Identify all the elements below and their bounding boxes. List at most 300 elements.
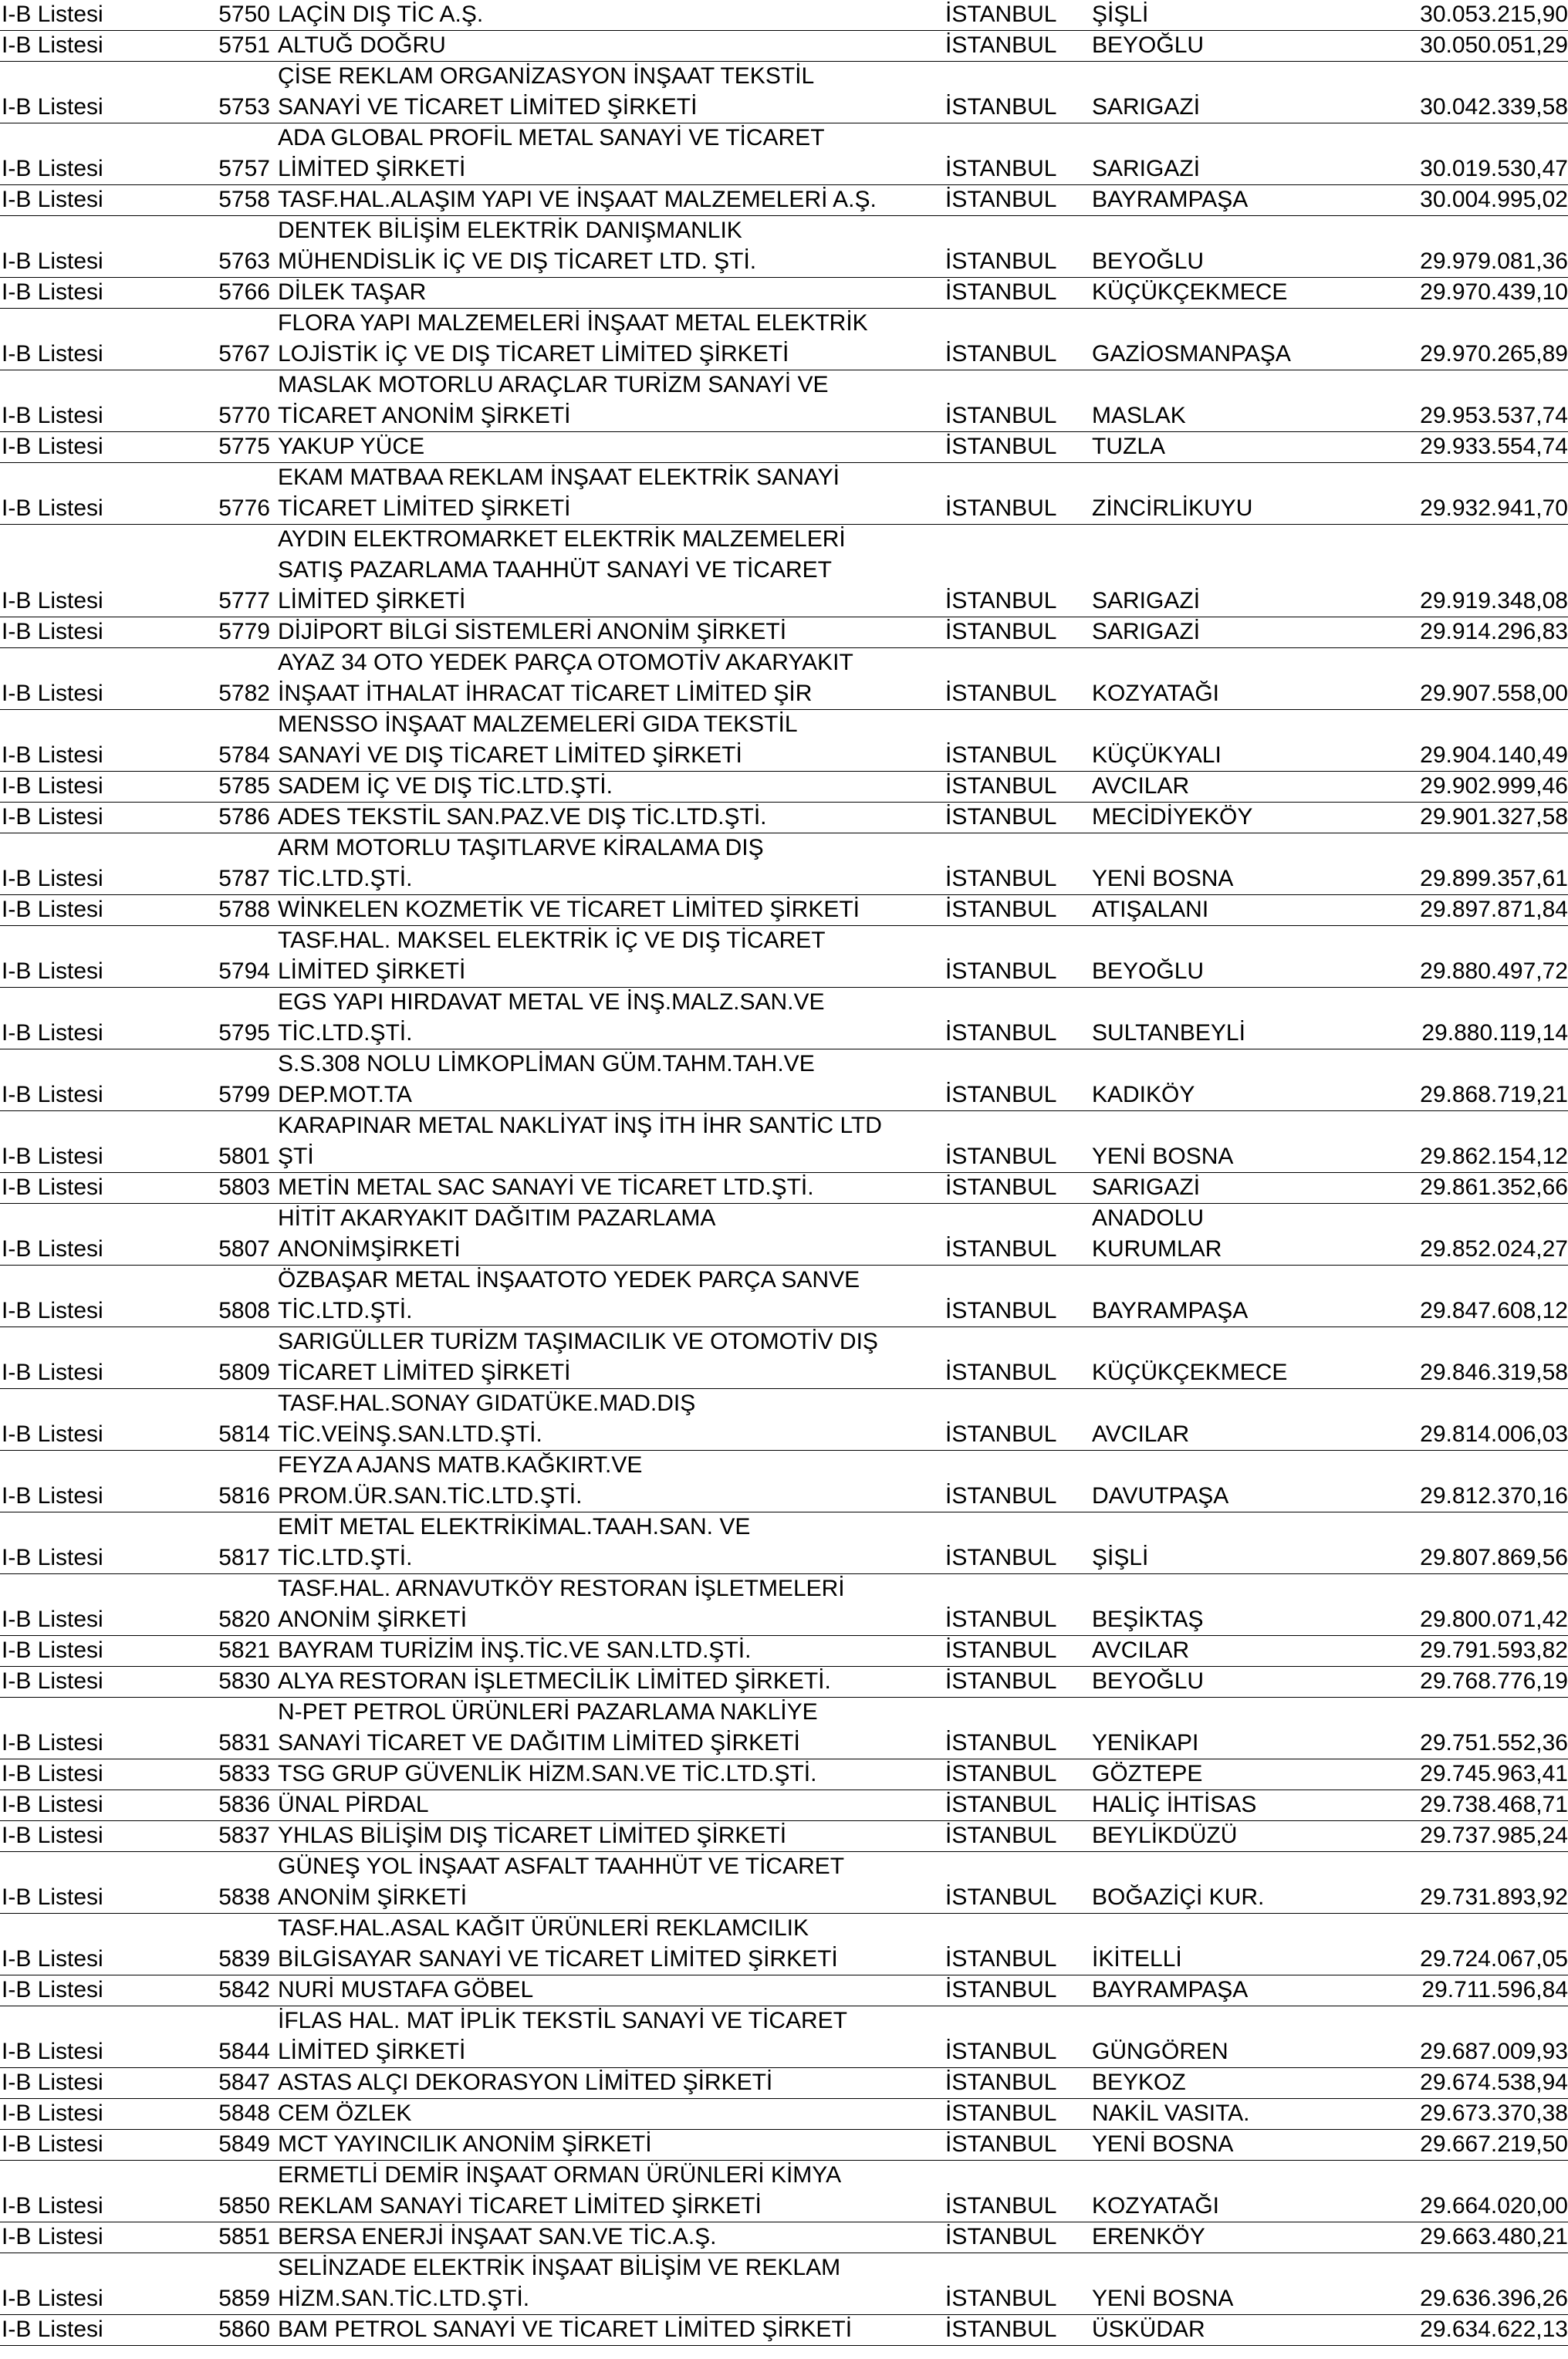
company-name-cell: EGS YAPI HIRDAVAT METAL VE İNŞ.MALZ.SAN.VE TİC.LTD.ŞTİ.	[278, 989, 825, 1046]
record-number-cell: 5837	[218, 1823, 270, 1848]
table-row	[0, 2068, 1568, 2099]
list-name-cell: I-B Listesi	[2, 156, 103, 181]
city-cell: İSTANBUL	[945, 2224, 1057, 2249]
table-row	[0, 2315, 1568, 2346]
amount-cell: 30.004.995,02	[1420, 187, 1568, 212]
table-row	[0, 1821, 1568, 1852]
table-row	[0, 463, 1568, 525]
record-number-cell: 5830	[218, 1668, 270, 1694]
company-name-cell: CEM ÖZLEK	[278, 2100, 412, 2126]
amount-cell: 29.868.719,21	[1420, 1082, 1568, 1107]
city-cell: İSTANBUL	[945, 1977, 1057, 2002]
city-cell: İSTANBUL	[945, 2039, 1057, 2064]
table-row	[0, 278, 1568, 309]
record-number-cell: 5767	[218, 341, 270, 367]
record-number-cell: 5816	[218, 1483, 270, 1509]
amount-cell: 29.800.071,42	[1420, 1607, 1568, 1632]
amount-cell: 29.812.370,16	[1420, 1483, 1568, 1509]
table-row	[0, 1574, 1568, 1636]
table-row	[0, 1049, 1568, 1111]
district-cell: ŞİŞLİ	[1092, 2, 1149, 27]
list-name-cell: I-B Listesi	[2, 2317, 103, 2342]
list-name-cell: I-B Listesi	[2, 1144, 103, 1169]
city-cell: İSTANBUL	[945, 742, 1057, 768]
city-cell: İSTANBUL	[945, 804, 1057, 830]
list-name-cell: I-B Listesi	[2, 619, 103, 644]
district-cell: AVCILAR	[1092, 773, 1190, 799]
table-row	[0, 1204, 1568, 1266]
record-number-cell: 5784	[218, 742, 270, 768]
record-number-cell: 5860	[218, 2317, 270, 2342]
district-cell: BEYLİKDÜZÜ	[1092, 1823, 1238, 1848]
amount-cell: 29.932.941,70	[1420, 495, 1568, 521]
list-name-cell: I-B Listesi	[2, 1082, 103, 1107]
list-name-cell: I-B Listesi	[2, 2039, 103, 2064]
record-number-cell: 5807	[218, 1236, 270, 1262]
list-name-cell: I-B Listesi	[2, 742, 103, 768]
record-number-cell: 5831	[218, 1730, 270, 1756]
district-cell: SARIGAZİ	[1092, 1174, 1201, 1200]
amount-cell: 29.914.296,83	[1420, 619, 1568, 644]
table-row	[0, 926, 1568, 988]
list-name-cell: I-B Listesi	[2, 1545, 103, 1570]
amount-cell: 29.664.020,00	[1420, 2193, 1568, 2219]
amount-cell: 29.673.370,38	[1420, 2100, 1568, 2126]
table-row	[0, 1327, 1568, 1389]
list-name-cell: I-B Listesi	[2, 495, 103, 521]
district-cell: BEYKOZ	[1092, 2070, 1186, 2095]
district-cell: BEYOĞLU	[1092, 1668, 1205, 1694]
company-name-cell: FEYZA AJANS MATB.KAĞKIRT.VE PROM.ÜR.SAN.TİC.LTD.ŞTİ.	[278, 1452, 643, 1509]
district-cell: SARIGAZİ	[1092, 588, 1201, 613]
record-number-cell: 5776	[218, 495, 270, 521]
district-cell: SULTANBEYLİ	[1092, 1020, 1245, 1046]
company-name-cell: BERSA ENERJİ İNŞAAT SAN.VE TİC.A.Ş.	[278, 2224, 717, 2249]
table-row	[0, 1389, 1568, 1451]
company-name-cell: HİTİT AKARYAKIT DAĞITIM PAZARLAMA ANONİMŞİRKETİ	[278, 1205, 716, 1262]
company-name-cell: ADES TEKSTİL SAN.PAZ.VE DIŞ TİC.LTD.ŞTİ.	[278, 804, 767, 830]
company-name-cell: N-PET PETROL ÜRÜNLERİ PAZARLAMA NAKLİYE SANAYİ TİCARET VE DAĞITIM LİMİTED ŞİRKETİ	[278, 1699, 818, 1756]
record-number-cell: 5849	[218, 2131, 270, 2157]
company-name-cell: BAYRAM TURİZİM İNŞ.TİC.VE SAN.LTD.ŞTİ.	[278, 1637, 752, 1663]
amount-cell: 29.852.024,27	[1420, 1236, 1568, 1262]
company-name-cell: FLORA YAPI MALZEMELERİ İNŞAAT METAL ELEKTRİK LOJİSTİK İÇ VE DIŞ TİCARET LİMİTED ŞİRKETİ	[278, 310, 868, 367]
city-cell: İSTANBUL	[945, 1792, 1057, 1817]
company-name-cell: ÜNAL PİRDAL	[278, 1792, 429, 1817]
city-cell: İSTANBUL	[945, 1020, 1057, 1046]
amount-cell: 29.737.985,24	[1420, 1823, 1568, 1848]
city-cell: İSTANBUL	[945, 248, 1057, 274]
city-cell: İSTANBUL	[945, 495, 1057, 521]
table-row	[0, 2130, 1568, 2161]
company-name-cell: ASTAS ALÇI DEKORASYON LİMİTED ŞİRKETİ	[278, 2070, 773, 2095]
company-name-cell: SARIGÜLLER TURİZM TAŞIMACILIK VE OTOMOTİV DIŞ TİCARET LİMİTED ŞİRKETİ	[278, 1329, 878, 1385]
table-row	[0, 710, 1568, 772]
list-name-cell: I-B Listesi	[2, 2286, 103, 2311]
company-name-cell: ADA GLOBAL PROFİL METAL SANAYİ VE TİCARET LİMİTED ŞİRKETİ	[278, 125, 825, 181]
city-cell: İSTANBUL	[945, 1545, 1057, 1570]
company-name-cell: SELİNZADE ELEKTRİK İNŞAAT BİLİŞİM VE REKLAM HİZM.SAN.TİC.LTD.ŞTİ.	[278, 2255, 841, 2311]
company-name-cell: AYAZ 34 OTO YEDEK PARÇA OTOMOTİV AKARYAKIT İNŞAAT İTHALAT İHRACAT TİCARET LİMİTED ŞİR	[278, 650, 853, 706]
amount-cell: 30.019.530,47	[1420, 156, 1568, 181]
city-cell: İSTANBUL	[945, 2, 1057, 27]
table-row	[0, 1512, 1568, 1574]
amount-cell: 29.880.119,14	[1421, 1020, 1568, 1046]
list-name-cell: I-B Listesi	[2, 1823, 103, 1848]
table-row	[0, 1636, 1568, 1667]
record-number-cell: 5757	[218, 156, 270, 181]
record-number-cell: 5763	[218, 248, 270, 274]
district-cell: BEŞİKTAŞ	[1092, 1607, 1204, 1632]
amount-cell: 30.053.215,90	[1420, 2, 1568, 27]
amount-cell: 29.674.538,94	[1420, 2070, 1568, 2095]
city-cell: İSTANBUL	[945, 958, 1057, 984]
district-cell: MASLAK	[1092, 403, 1186, 428]
list-name-cell: I-B Listesi	[2, 2, 103, 27]
city-cell: İSTANBUL	[945, 434, 1057, 459]
company-name-cell: DİJİPORT BİLGİ SİSTEMLERİ ANONİM ŞİRKETİ	[278, 619, 787, 644]
amount-cell: 29.814.006,03	[1420, 1421, 1568, 1447]
record-number-cell: 5801	[218, 1144, 270, 1169]
table-row	[0, 2222, 1568, 2253]
amount-cell: 29.979.081,36	[1420, 248, 1568, 274]
city-cell: İSTANBUL	[945, 2286, 1057, 2311]
city-cell: İSTANBUL	[945, 187, 1057, 212]
record-number-cell: 5820	[218, 1607, 270, 1632]
amount-cell: 29.899.357,61	[1420, 866, 1568, 891]
table-row	[0, 432, 1568, 463]
table-row	[0, 2161, 1568, 2222]
list-name-cell: I-B Listesi	[2, 588, 103, 613]
list-name-cell: I-B Listesi	[2, 341, 103, 367]
record-number-cell: 5836	[218, 1792, 270, 1817]
city-cell: İSTANBUL	[945, 1236, 1057, 1262]
city-cell: İSTANBUL	[945, 2070, 1057, 2095]
amount-cell: 29.724.067,05	[1420, 1946, 1568, 1972]
amount-cell: 29.904.140,49	[1420, 742, 1568, 768]
district-cell: BAYRAMPAŞA	[1092, 1977, 1249, 2002]
amount-cell: 29.970.265,89	[1420, 341, 1568, 367]
record-number-cell: 5786	[218, 804, 270, 830]
table-row	[0, 62, 1568, 123]
district-cell: AVCILAR	[1092, 1421, 1190, 1447]
record-number-cell: 5794	[218, 958, 270, 984]
city-cell: İSTANBUL	[945, 1884, 1057, 1910]
district-cell: MECİDİYEKÖY	[1092, 804, 1253, 830]
list-name-cell: I-B Listesi	[2, 1020, 103, 1046]
district-cell: KOZYATAĞI	[1092, 681, 1220, 706]
table-row	[0, 1914, 1568, 1975]
district-cell: GAZİOSMANPAŞA	[1092, 341, 1291, 367]
amount-cell: 29.731.893,92	[1420, 1884, 1568, 1910]
city-cell: İSTANBUL	[945, 866, 1057, 891]
company-name-cell: DENTEK BİLİŞİM ELEKTRİK DANIŞMANLIK MÜHENDİSLİK İÇ VE DIŞ TİCARET LTD. ŞTİ.	[278, 218, 757, 274]
list-name-cell: I-B Listesi	[2, 434, 103, 459]
table-row	[0, 1790, 1568, 1821]
amount-cell: 29.807.869,56	[1420, 1545, 1568, 1570]
table-row	[0, 1266, 1568, 1327]
table-row	[0, 123, 1568, 185]
district-cell: ATIŞALANI	[1092, 897, 1209, 922]
amount-cell: 30.042.339,58	[1420, 94, 1568, 120]
record-number-cell: 5775	[218, 434, 270, 459]
amount-cell: 29.711.596,84	[1421, 1977, 1568, 2002]
amount-cell: 29.738.468,71	[1420, 1792, 1568, 1817]
company-name-cell: ÖZBAŞAR METAL İNŞAATOTO YEDEK PARÇA SANVE TİC.LTD.ŞTİ.	[278, 1267, 860, 1323]
amount-cell: 29.847.608,12	[1420, 1298, 1568, 1323]
list-name-cell: I-B Listesi	[2, 1730, 103, 1756]
company-name-cell: İFLAS HAL. MAT İPLİK TEKSTİL SANAYİ VE TİCARET LİMİTED ŞİRKETİ	[278, 2008, 848, 2064]
amount-cell: 29.663.480,21	[1420, 2224, 1568, 2249]
list-name-cell: I-B Listesi	[2, 2224, 103, 2249]
district-cell: BEYOĞLU	[1092, 958, 1205, 984]
city-cell: İSTANBUL	[945, 1483, 1057, 1509]
record-number-cell: 5814	[218, 1421, 270, 1447]
company-name-cell: YHLAS BİLİŞİM DIŞ TİCARET LİMİTED ŞİRKETİ	[278, 1823, 787, 1848]
amount-cell: 29.897.871,84	[1420, 897, 1568, 922]
list-name-cell: I-B Listesi	[2, 1946, 103, 1972]
company-name-cell: TSG GRUP GÜVENLİK HİZM.SAN.VE TİC.LTD.ŞTİ.	[278, 1761, 817, 1786]
city-cell: İSTANBUL	[945, 1607, 1057, 1632]
record-number-cell: 5851	[218, 2224, 270, 2249]
city-cell: İSTANBUL	[945, 2317, 1057, 2342]
city-cell: İSTANBUL	[945, 1421, 1057, 1447]
record-number-cell: 5766	[218, 279, 270, 305]
table-row	[0, 1852, 1568, 1914]
city-cell: İSTANBUL	[945, 588, 1057, 613]
list-name-cell: I-B Listesi	[2, 866, 103, 891]
record-number-cell: 5809	[218, 1360, 270, 1385]
record-number-cell: 5833	[218, 1761, 270, 1786]
amount-cell: 29.933.554,74	[1420, 434, 1568, 459]
district-cell: ÜSKÜDAR	[1092, 2317, 1205, 2342]
table-row	[0, 2099, 1568, 2130]
list-name-cell: I-B Listesi	[2, 279, 103, 305]
list-name-cell: I-B Listesi	[2, 2100, 103, 2126]
city-cell: İSTANBUL	[945, 1637, 1057, 1663]
company-name-cell: MCT YAYINCILIK ANONİM ŞİRKETİ	[278, 2131, 652, 2157]
table-row	[0, 1759, 1568, 1790]
city-cell: İSTANBUL	[945, 681, 1057, 706]
district-cell: YENİ BOSNA	[1092, 1144, 1234, 1169]
list-name-cell: I-B Listesi	[2, 1668, 103, 1694]
city-cell: İSTANBUL	[945, 1174, 1057, 1200]
amount-cell: 29.862.154,12	[1420, 1144, 1568, 1169]
list-name-cell: I-B Listesi	[2, 2070, 103, 2095]
district-cell: ZİNCİRLİKUYU	[1092, 495, 1253, 521]
company-name-cell: ARM MOTORLU TAŞITLARVE KİRALAMA DIŞ TİC.LTD.ŞTİ.	[278, 835, 764, 891]
table-row	[0, 895, 1568, 926]
list-name-cell: I-B Listesi	[2, 248, 103, 274]
record-number-cell: 5839	[218, 1946, 270, 1972]
company-name-cell: EKAM MATBAA REKLAM İNŞAAT ELEKTRİK SANAYİ TİCARET LİMİTED ŞİRKETİ	[278, 465, 840, 521]
city-cell: İSTANBUL	[945, 2193, 1057, 2219]
amount-cell: 29.902.999,46	[1420, 773, 1568, 799]
list-name-cell: I-B Listesi	[2, 1792, 103, 1817]
district-cell: GÜNGÖREN	[1092, 2039, 1228, 2064]
city-cell: İSTANBUL	[945, 1144, 1057, 1169]
table-row	[0, 216, 1568, 278]
table-row	[0, 2006, 1568, 2068]
table-row	[0, 185, 1568, 216]
district-cell: SARIGAZİ	[1092, 619, 1201, 644]
company-name-cell: WİNKELEN KOZMETİK VE TİCARET LİMİTED ŞİRKETİ	[278, 897, 860, 922]
record-number-cell: 5779	[218, 619, 270, 644]
list-name-cell: I-B Listesi	[2, 1174, 103, 1200]
list-name-cell: I-B Listesi	[2, 958, 103, 984]
district-cell: YENİ BOSNA	[1092, 2131, 1234, 2157]
company-name-cell: SADEM İÇ VE DIŞ TİC.LTD.ŞTİ.	[278, 773, 613, 799]
record-number-cell: 5844	[218, 2039, 270, 2064]
record-number-cell: 5788	[218, 897, 270, 922]
company-name-cell: TASF.HAL.ALAŞIM YAPI VE İNŞAAT MALZEMELERİ A.Ş.	[278, 187, 877, 212]
list-name-cell: I-B Listesi	[2, 1977, 103, 2002]
list-name-cell: I-B Listesi	[2, 32, 103, 58]
company-name-cell: AYDIN ELEKTROMARKET ELEKTRİK MALZEMELERİ SATIŞ PAZARLAMA TAAHHÜT SANAYİ VE TİCARET LİMİTED ŞİRKETİ	[278, 526, 846, 613]
record-number-cell: 5821	[218, 1637, 270, 1663]
record-number-cell: 5859	[218, 2286, 270, 2311]
list-name-cell: I-B Listesi	[2, 1607, 103, 1632]
amount-cell: 29.861.352,66	[1420, 1174, 1568, 1200]
list-name-cell: I-B Listesi	[2, 94, 103, 120]
company-name-cell: TASF.HAL.ASAL KAĞIT ÜRÜNLERİ REKLAMCILIK BİLGİSAYAR SANAYİ VE TİCARET LİMİTED ŞİRKETİ	[278, 1915, 838, 1972]
amount-cell: 29.919.348,08	[1420, 588, 1568, 613]
city-cell: İSTANBUL	[945, 1082, 1057, 1107]
district-cell: DAVUTPAŞA	[1092, 1483, 1229, 1509]
amount-cell: 29.907.558,00	[1420, 681, 1568, 706]
table-row	[0, 370, 1568, 432]
list-name-cell: I-B Listesi	[2, 2193, 103, 2219]
record-number-cell: 5785	[218, 773, 270, 799]
amount-cell: 29.636.396,26	[1420, 2286, 1568, 2311]
district-cell: ANADOLU KURUMLAR	[1092, 1205, 1222, 1262]
company-name-cell: GÜNEŞ YOL İNŞAAT ASFALT TAAHHÜT VE TİCARET ANONİM ŞİRKETİ	[278, 1854, 845, 1910]
table-row	[0, 1975, 1568, 2006]
record-number-cell: 5751	[218, 32, 270, 58]
record-number-cell: 5799	[218, 1082, 270, 1107]
record-number-cell: 5777	[218, 588, 270, 613]
city-cell: İSTANBUL	[945, 1668, 1057, 1694]
district-cell: YENİ BOSNA	[1092, 2286, 1234, 2311]
list-name-cell: I-B Listesi	[2, 681, 103, 706]
company-name-cell: ÇİSE REKLAM ORGANİZASYON İNŞAAT TEKSTİL SANAYİ VE TİCARET LİMİTED ŞİRKETİ	[278, 63, 815, 120]
amount-cell: 29.687.009,93	[1420, 2039, 1568, 2064]
record-number-cell: 5758	[218, 187, 270, 212]
city-cell: İSTANBUL	[945, 1946, 1057, 1972]
city-cell: İSTANBUL	[945, 156, 1057, 181]
list-name-cell: I-B Listesi	[2, 2131, 103, 2157]
table-row	[0, 833, 1568, 895]
district-cell: BEYOĞLU	[1092, 248, 1205, 274]
company-name-cell: MENSSO İNŞAAT MALZEMELERİ GIDA TEKSTİL SANAYİ VE DIŞ TİCARET LİMİTED ŞİRKETİ	[278, 711, 798, 768]
record-number-cell: 5842	[218, 1977, 270, 2002]
record-number-cell: 5808	[218, 1298, 270, 1323]
table-row	[0, 0, 1568, 31]
district-cell: HALİÇ İHTİSAS	[1092, 1792, 1257, 1817]
city-cell: İSTANBUL	[945, 1730, 1057, 1756]
district-cell: GÖZTEPE	[1092, 1761, 1203, 1786]
record-number-cell: 5753	[218, 94, 270, 120]
district-cell: AVCILAR	[1092, 1637, 1190, 1663]
list-name-cell: I-B Listesi	[2, 1421, 103, 1447]
amount-cell: 29.901.327,58	[1420, 804, 1568, 830]
amount-cell: 29.768.776,19	[1420, 1668, 1568, 1694]
record-number-cell: 5795	[218, 1020, 270, 1046]
list-name-cell: I-B Listesi	[2, 1637, 103, 1663]
city-cell: İSTANBUL	[945, 1360, 1057, 1385]
company-name-cell: KARAPINAR METAL NAKLİYAT İNŞ İTH İHR SANTİC LTD ŞTİ	[278, 1113, 882, 1169]
city-cell: İSTANBUL	[945, 619, 1057, 644]
table-row	[0, 803, 1568, 833]
city-cell: İSTANBUL	[945, 2100, 1057, 2126]
record-number-cell: 5838	[218, 1884, 270, 1910]
company-name-cell: MASLAK MOTORLU ARAÇLAR TURİZM SANAYİ VE TİCARET ANONİM ŞİRKETİ	[278, 372, 829, 428]
record-number-cell: 5750	[218, 2, 270, 27]
company-name-cell: METİN METAL SAC SANAYİ VE TİCARET LTD.ŞTİ.	[278, 1174, 814, 1200]
record-number-cell: 5850	[218, 2193, 270, 2219]
company-name-cell: ALTUĞ DOĞRU	[278, 32, 446, 58]
list-name-cell: I-B Listesi	[2, 1360, 103, 1385]
amount-cell: 29.745.963,41	[1420, 1761, 1568, 1786]
company-name-cell: TASF.HAL.SONAY GIDATÜKE.MAD.DIŞ TİC.VEİNŞ.SAN.LTD.ŞTİ.	[278, 1391, 696, 1447]
company-name-cell: TASF.HAL. MAKSEL ELEKTRİK İÇ VE DIŞ TİCARET LİMİTED ŞİRKETİ	[278, 928, 826, 984]
table-row	[0, 617, 1568, 648]
table-row	[0, 525, 1568, 617]
amount-cell: 29.846.319,58	[1420, 1360, 1568, 1385]
amount-cell: 29.791.593,82	[1420, 1637, 1568, 1663]
record-number-cell: 5787	[218, 866, 270, 891]
district-cell: KÜÇÜKÇEKMECE	[1092, 1360, 1288, 1385]
record-number-cell: 5782	[218, 681, 270, 706]
table-row	[0, 988, 1568, 1049]
company-name-cell: S.S.308 NOLU LİMKOPLİMAN GÜM.TAHM.TAH.VE DEP.MOT.TA	[278, 1051, 815, 1107]
district-cell: SARIGAZİ	[1092, 94, 1201, 120]
district-cell: KÜÇÜKYALI	[1092, 742, 1222, 768]
city-cell: İSTANBUL	[945, 341, 1057, 367]
district-cell: KADIKÖY	[1092, 1082, 1195, 1107]
city-cell: İSTANBUL	[945, 1298, 1057, 1323]
district-cell: NAKİL VASITA.	[1092, 2100, 1250, 2126]
city-cell: İSTANBUL	[945, 1761, 1057, 1786]
district-cell: BAYRAMPAŞA	[1092, 187, 1249, 212]
table-row	[0, 772, 1568, 803]
company-name-cell: YAKUP YÜCE	[278, 434, 425, 459]
city-cell: İSTANBUL	[945, 1823, 1057, 1848]
district-cell: ERENKÖY	[1092, 2224, 1205, 2249]
list-name-cell: I-B Listesi	[2, 897, 103, 922]
table-row	[0, 1173, 1568, 1204]
district-cell: SARIGAZİ	[1092, 156, 1201, 181]
table-row	[0, 1451, 1568, 1512]
record-number-cell: 5847	[218, 2070, 270, 2095]
list-name-cell: I-B Listesi	[2, 1298, 103, 1323]
amount-cell: 30.050.051,29	[1420, 32, 1568, 58]
table-row	[0, 309, 1568, 370]
list-name-cell: I-B Listesi	[2, 773, 103, 799]
record-number-cell: 5817	[218, 1545, 270, 1570]
record-number-cell: 5770	[218, 403, 270, 428]
company-name-cell: BAM PETROL SANAYİ VE TİCARET LİMİTED ŞİRKETİ	[278, 2317, 853, 2342]
table-row	[0, 2253, 1568, 2315]
list-name-cell: I-B Listesi	[2, 804, 103, 830]
list-name-cell: I-B Listesi	[2, 1884, 103, 1910]
city-cell: İSTANBUL	[945, 403, 1057, 428]
company-name-cell: NURİ MUSTAFA GÖBEL	[278, 1977, 534, 2002]
table-row	[0, 1698, 1568, 1759]
city-cell: İSTANBUL	[945, 897, 1057, 922]
table-row	[0, 31, 1568, 62]
district-cell: BOĞAZİÇİ KUR.	[1092, 1884, 1265, 1910]
